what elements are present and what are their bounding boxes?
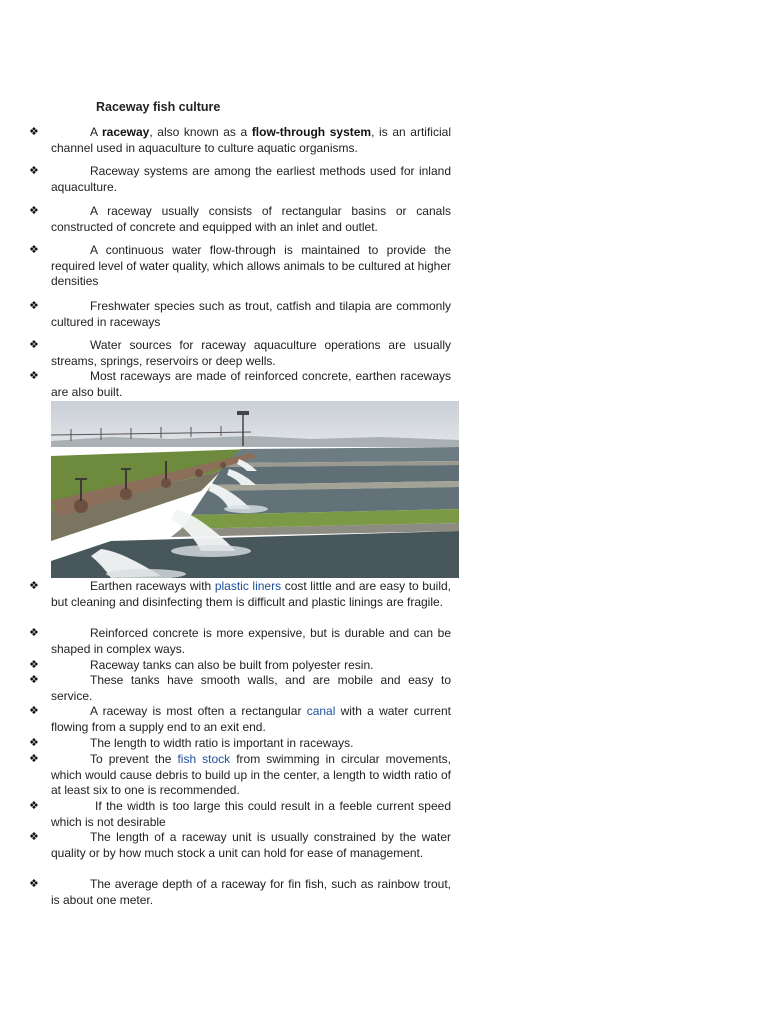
paragraph-3: A raceway usually consists of rectangular basins or canals constructed of concrete and equipped with an inlet and outlet. bbox=[51, 204, 451, 234]
paragraph-5: Freshwater species such as trout, catfish and tilapia are commonly cultured in raceways bbox=[51, 299, 451, 329]
diamond-bullet-icon: ❖ bbox=[29, 659, 39, 671]
paragraph-6: Water sources for raceway aquaculture operations are usually streams, springs, reservoirs or deep wells. bbox=[51, 338, 451, 368]
diamond-bullet-icon: ❖ bbox=[29, 831, 39, 843]
paragraph-2: Raceway systems are among the earliest methods used for inland aquaculture. bbox=[51, 164, 451, 194]
paragraph-14: To prevent the fish stock from swimming in circular movements, which would cause debris to build up in the center, a length to width ratio of at least six to one is recommended. bbox=[51, 752, 452, 798]
diamond-bullet-icon: ❖ bbox=[29, 244, 39, 256]
paragraph-9: Reinforced concrete is more expensive, but is durable and can be shaped in complex ways. bbox=[51, 626, 451, 656]
paragraph-8: Earthen raceways with plastic liners cost little and are easy to build, but cleaning and disinfecting them is difficult and plastic linings are fragile. bbox=[51, 579, 451, 609]
diamond-bullet-icon: ❖ bbox=[29, 580, 39, 592]
paragraph-1: A raceway, also known as a flow-through system, is an artificial channel used in aquaculture to culture aquatic organisms. bbox=[51, 125, 451, 155]
diamond-bullet-icon: ❖ bbox=[29, 126, 39, 138]
paragraph-16: The length of a raceway unit is usually constrained by the water quality or by how much stock a unit can hold for ease of management. bbox=[51, 830, 451, 860]
diamond-bullet-icon: ❖ bbox=[29, 674, 39, 686]
paragraph-15: If the width is too large this could result in a feeble current speed which is not desirable bbox=[51, 799, 451, 829]
paragraph-13: The length to width ratio is important in raceways. bbox=[90, 736, 354, 750]
diamond-bullet-icon: ❖ bbox=[29, 800, 39, 812]
diamond-bullet-icon: ❖ bbox=[29, 737, 39, 749]
raceway-photo-illustration bbox=[51, 401, 459, 578]
document-title: Raceway fish culture bbox=[96, 100, 221, 114]
fish-stock-link[interactable]: fish stock bbox=[177, 752, 231, 766]
canal-link[interactable]: canal bbox=[306, 704, 336, 718]
diamond-bullet-icon: ❖ bbox=[29, 339, 39, 351]
term-flow-through: flow-through system bbox=[251, 125, 372, 139]
paragraph-4: A continuous water flow-through is maintained to provide the required level of water quality, which allows animals to be cultured at higher densities bbox=[51, 243, 451, 289]
diamond-bullet-icon: ❖ bbox=[29, 370, 39, 382]
diamond-bullet-icon: ❖ bbox=[29, 705, 39, 717]
term-raceway: raceway bbox=[101, 125, 150, 139]
paragraph-17: The average depth of a raceway for fin fish, such as rainbow trout, is about one meter. bbox=[51, 877, 451, 907]
plastic-liners-link[interactable]: plastic liners bbox=[214, 579, 282, 593]
diamond-bullet-icon: ❖ bbox=[29, 300, 39, 312]
paragraph-7: Most raceways are made of reinforced concrete, earthen raceways are also built. bbox=[51, 369, 451, 399]
diamond-bullet-icon: ❖ bbox=[29, 165, 39, 177]
paragraph-11: These tanks have smooth walls, and are mobile and easy to service. bbox=[51, 673, 451, 703]
paragraph-10: Raceway tanks can also be built from polyester resin. bbox=[90, 658, 374, 672]
diamond-bullet-icon: ❖ bbox=[29, 753, 39, 765]
paragraph-12: A raceway is most often a rectangular canal with a water current flowing from a supply end to an exit end. bbox=[51, 704, 451, 734]
diamond-bullet-icon: ❖ bbox=[29, 627, 39, 639]
raceway-photo bbox=[51, 401, 459, 578]
diamond-bullet-icon: ❖ bbox=[29, 878, 39, 890]
diamond-bullet-icon: ❖ bbox=[29, 205, 39, 217]
